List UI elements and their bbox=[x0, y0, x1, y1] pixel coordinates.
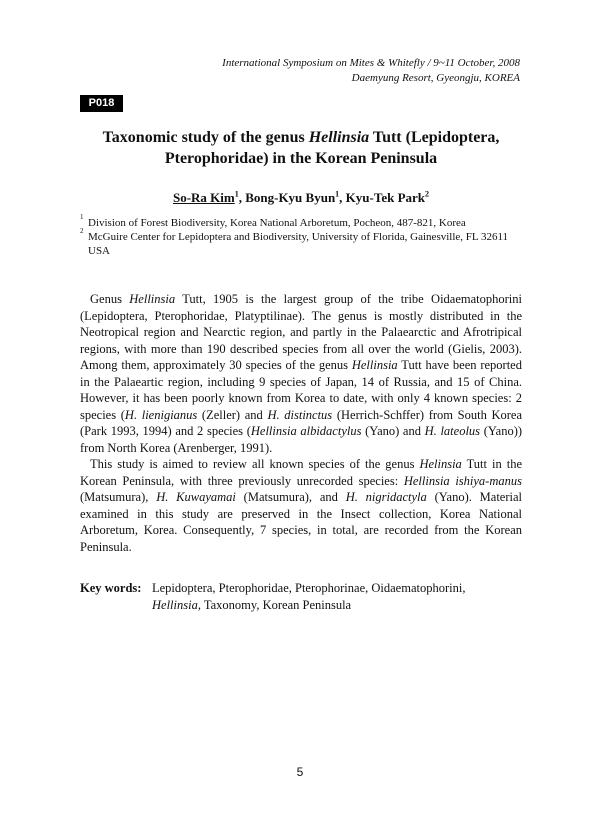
italic-run: Hellinsia bbox=[351, 358, 398, 372]
text-run: (Yano)) from North Korea (Arenberger, 1991). bbox=[80, 424, 523, 455]
poster-id-badge: P018 bbox=[80, 95, 123, 112]
keyword-genus: Hellinsia, bbox=[152, 597, 201, 612]
keywords-line-2 bbox=[152, 597, 522, 614]
abstract-paragraph-1 bbox=[80, 291, 522, 456]
text-run: This study is aimed to review all known species of the genus bbox=[90, 457, 420, 471]
text-run: (Matsumura), bbox=[80, 490, 157, 504]
text-run: Tutt have been reported in the Palaeartic region, including 9 species of Japan, 14 of Russia, and 15 of China. However, it has been poorly known from Korea to date, with only 4 known species: 2 species ( bbox=[80, 358, 522, 422]
italic-run: Helinsia bbox=[419, 457, 462, 471]
abstract-body bbox=[80, 291, 522, 555]
keywords-rest: Taxonomy, Korean Peninsula bbox=[200, 597, 352, 612]
text-run: Tutt in the Korean Peninsula, with three previously unrecorded species: bbox=[80, 457, 522, 488]
abstract-paragraph-2 bbox=[80, 456, 522, 555]
italic-run: H. Kuwayamai bbox=[156, 490, 236, 504]
author-name: So-Ra Kim bbox=[172, 190, 235, 205]
keywords-text bbox=[152, 580, 522, 613]
text-run: (Zeller) and bbox=[197, 407, 268, 422]
author-name: Kyu-Tek Park bbox=[345, 190, 426, 205]
author bbox=[346, 190, 429, 205]
text-run: (Yano). Material examined in this study are preserved in the Insect collection, Korea National Arboretum, Korea. Consequently, 7 species, in total, are recorded from the Korean Peninsula. bbox=[80, 490, 522, 554]
text-run: Genus bbox=[90, 292, 130, 306]
keywords-label: Key words: bbox=[80, 581, 142, 595]
conference-header bbox=[222, 56, 520, 86]
italic-run: H. nigridactyla bbox=[345, 490, 427, 504]
affiliation: 2 McGuire Center for Lepidoptera and Biodiversity, University of Florida, Gainesville, FL 32611 USA bbox=[80, 227, 509, 257]
italic-run: Hellinsia albidactylus bbox=[250, 424, 362, 438]
keywords-line-1: Lepidoptera, Pterophoridae, Pterophorinae, Oidaematophorini, bbox=[152, 581, 466, 595]
author: So-Ra Kim$^1$, bbox=[172, 189, 246, 205]
paper-title bbox=[80, 127, 522, 169]
author-affil-mark: 2 bbox=[425, 189, 430, 199]
author-list bbox=[80, 189, 522, 207]
author-affil-mark: 1 bbox=[335, 189, 340, 199]
keywords-section bbox=[80, 580, 522, 613]
title-genus: Hellinsia bbox=[308, 129, 370, 146]
italic-run: H. distinctus bbox=[267, 407, 333, 422]
page-number: 5 bbox=[296, 765, 304, 779]
italic-run: Hellinsia bbox=[129, 292, 176, 306]
conference-venue: Daemyung Resort, Gyeongju, KOREA bbox=[351, 72, 520, 84]
title-line-2: Pterophoridae) in the Korean Peninsula bbox=[164, 150, 438, 167]
author-affil-mark: 1 bbox=[234, 189, 239, 199]
affiliation-list bbox=[80, 213, 522, 258]
text-run: (Yano) and bbox=[361, 424, 425, 438]
author-name: Bong-Kyu Byun bbox=[245, 190, 336, 205]
author: Bong-Kyu Byun$^1$, bbox=[245, 189, 346, 205]
italic-run: H. lateolus bbox=[424, 424, 481, 438]
italic-run: H. lienigianus bbox=[124, 407, 198, 422]
conference-name: International Symposium on Mites & Whitefly / 9~11 October, 2008 bbox=[222, 57, 520, 69]
affiliation: 1 Division of Forest Biodiversity, Korea National Arboretum, Pocheon, 487-821, Korea bbox=[80, 213, 466, 229]
text-run: Tutt, 1905 is the largest group of the tribe Oidaematophorini (Lepidoptera, Pterophoridae, Platyptilinae). The genus is mostly distributed in the Neotropical region and Nearctic region, and partly in the Palaearctic and Afrotripical regions, with more than 190 described species from all over the world (Gielis, 2003). Among them, approximately 30 species of the genus bbox=[80, 292, 522, 372]
italic-run: Hellinsia ishiya-manus bbox=[403, 473, 522, 488]
text-run: (Herrich-Schffer) from South Korea (Park 1993, 1994) and 2 species ( bbox=[80, 407, 523, 438]
title-line-1 bbox=[80, 127, 522, 148]
text-run: (Matsumura), and bbox=[235, 490, 346, 504]
title-text-2: Tutt (Lepidoptera, bbox=[369, 129, 500, 146]
title-text-1: Taxonomic study of the genus bbox=[102, 129, 309, 146]
